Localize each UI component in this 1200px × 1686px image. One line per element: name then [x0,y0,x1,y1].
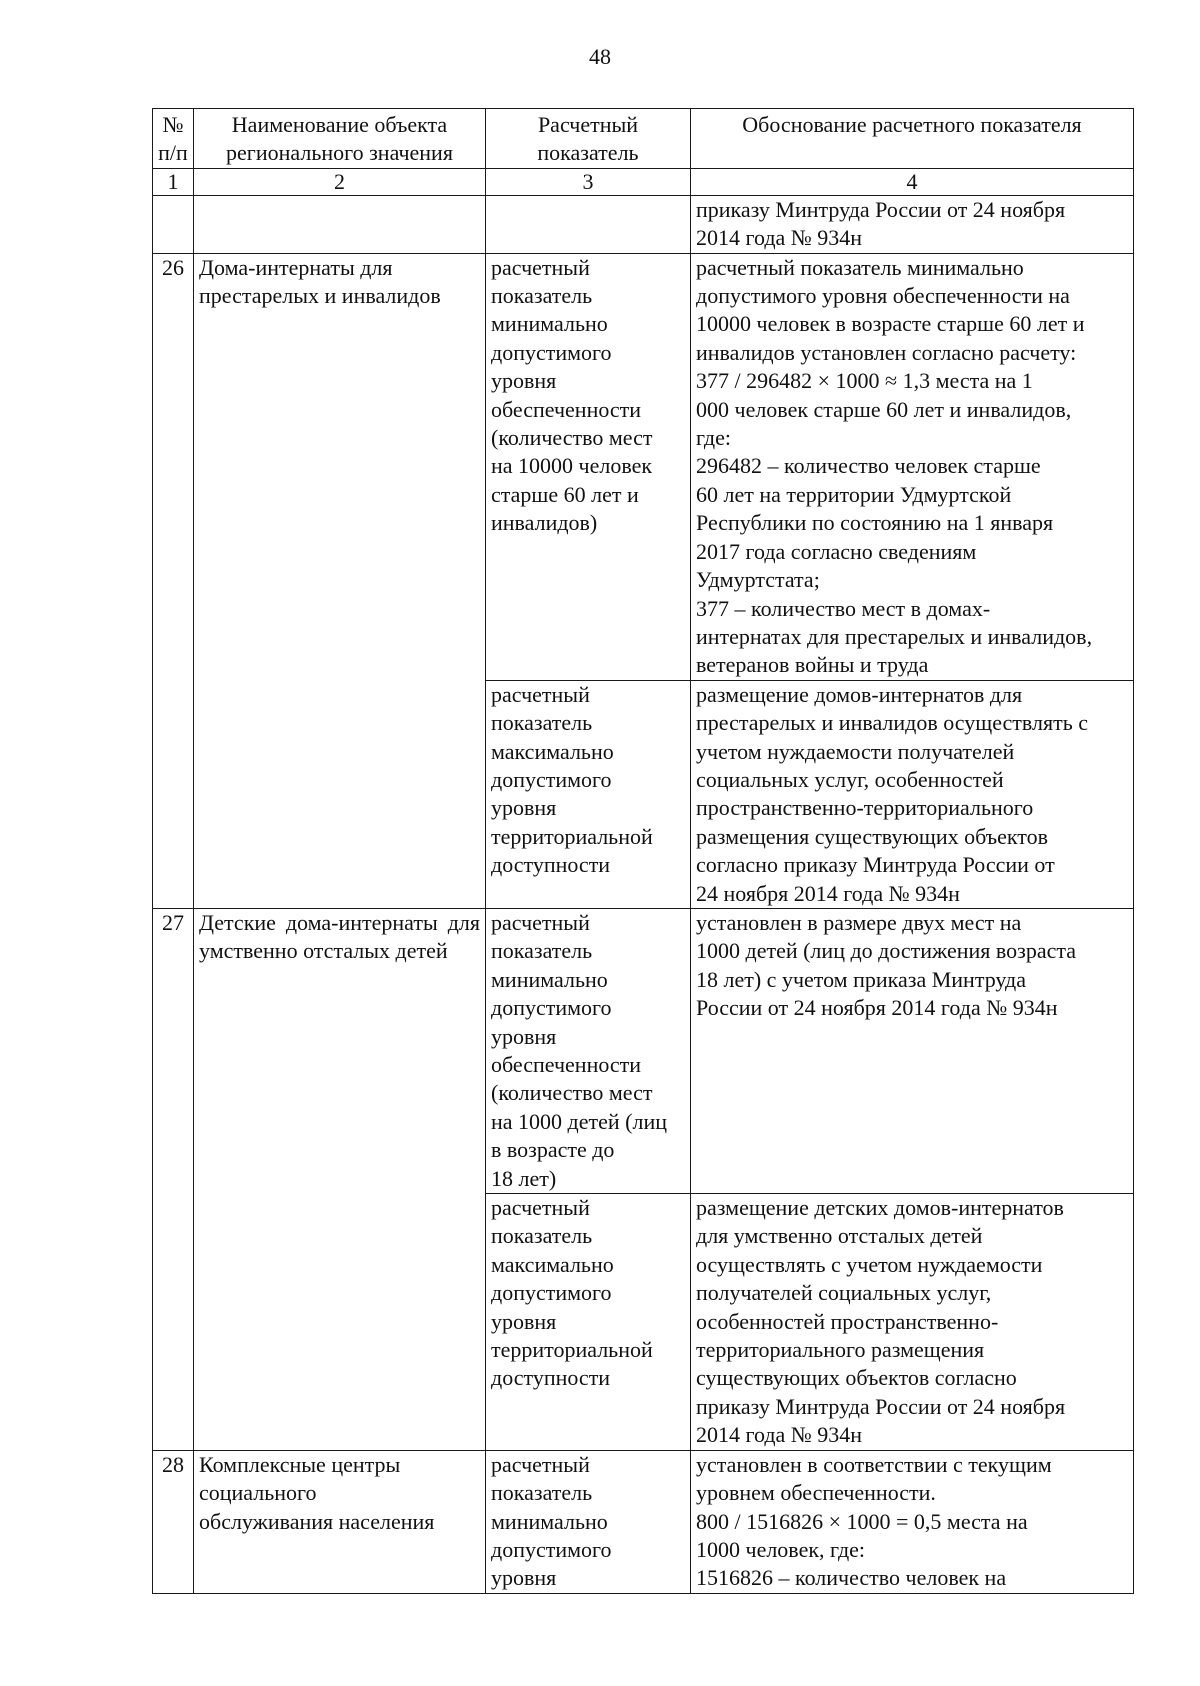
table-row [153,908,1134,1193]
regional-objects-table [152,108,1134,1594]
object-name: Дома-интернаты для престарелых и инвалидов [194,253,486,908]
table-row [153,1450,1134,1593]
continuation-basis: приказу Минтруда России от 24 ноября 2014 года № 934н [691,195,1134,253]
row-number: 28 [153,1450,194,1593]
basis-text: расчетный показатель минимально допустимого уровня обеспеченности на 10000 человек в возрасте старше 60 лет и инвалидов установлен согласно расчету: 377 / 296482 × 1000 ≈ 1,3 места на 1 000 человек старше 60 лет и инвалидов, где: 296482 – количество человек старше 60 лет на территории Удмуртской Республики по состоянию на 1 января 2017 года согласно сведениям Удмуртстата; 377 – количество мест в домах- интернатах для престарелых и инвалидов, ветеранов войны и труда [691,253,1134,680]
column-index-row [153,168,1134,195]
header-basis: Обоснование расчетного показателя [691,109,1134,169]
column-index-2: 2 [194,168,486,195]
indicator-text: расчетный показатель минимально допустимого уровня обеспеченности (количество мест на 10000 человек старше 60 лет и инвалидов) [486,253,691,680]
basis-text: размещение детских домов-интернатов для умственно отсталых детей осуществлять с учетом нуждаемости получателей социальных услуг, особенностей пространственно- территориального размещения существующих объектов согласно приказу Минтруда России от 24 ноября 2014 года № 934н [691,1194,1134,1451]
object-name: Комплексные центры социального обслуживания населения [194,1450,486,1593]
object-name: Детские дома-интернаты для умственно отсталых детей [194,908,486,1450]
header-indicator: Расчетный показатель [486,109,691,169]
table-header-row [153,109,1134,169]
basis-text: установлен в размере двух мест на 1000 детей (лиц до достижения возраста 18 лет) с учетом приказа Минтруда России от 24 ноября 2014 года № 934н [691,908,1134,1193]
column-index-1: 1 [153,168,194,195]
indicator-text: расчетный показатель минимально допустимого уровня обеспеченности (количество мест на 1000 детей (лиц в возрасте до 18 лет) [486,908,691,1193]
indicator-text: расчетный показатель минимально допустимого уровня [486,1450,691,1593]
header-object-name: Наименование объекта регионального значения [194,109,486,169]
indicator-text: расчетный показатель максимально допустимого уровня территориальной доступности [486,680,691,908]
table-row [153,253,1134,680]
basis-text: установлен в соответствии с текущим уровнем обеспеченности. 800 / 1516826 × 1000 = 0,5 места на 1000 человек, где: 1516826 – количество человек на [691,1450,1134,1593]
row-number: 26 [153,253,194,908]
continuation-row [153,195,1134,253]
column-index-3: 3 [486,168,691,195]
indicator-text: расчетный показатель максимально допустимого уровня территориальной доступности [486,1194,691,1451]
column-index-4: 4 [691,168,1134,195]
row-number: 27 [153,908,194,1450]
header-number: № п/п [153,109,194,169]
page-number: 48 [589,44,611,69]
basis-text: размещение домов-интернатов для престарелых и инвалидов осуществлять с учетом нуждаемости получателей социальных услуг, особенностей пространственно-территориального размещения существующих объектов согласно приказу Минтруда России от 24 ноября 2014 года № 934н [691,680,1134,908]
